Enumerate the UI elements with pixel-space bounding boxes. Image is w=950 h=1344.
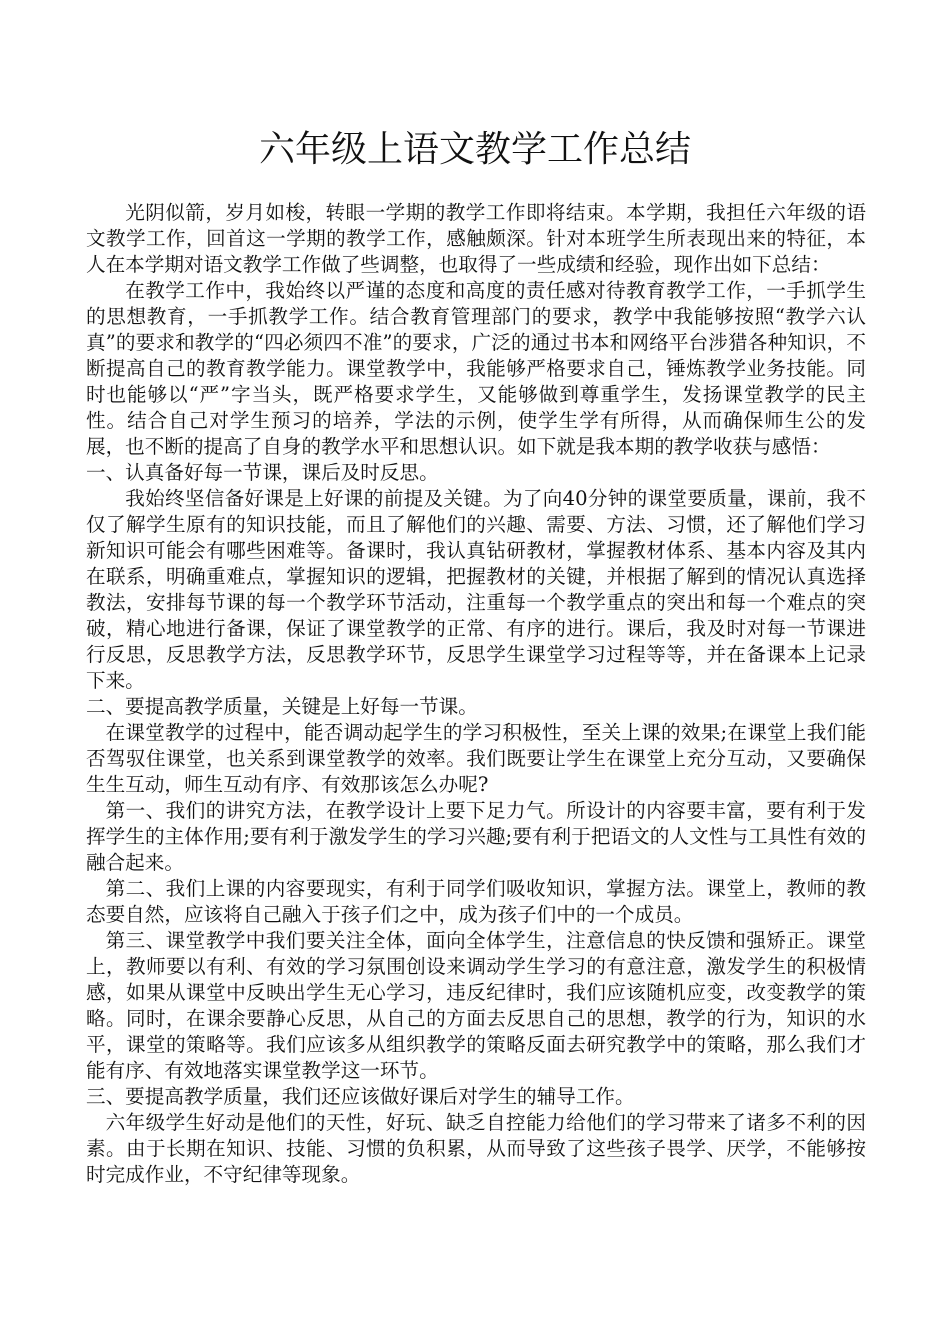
paragraph-point-1: 第一、我们的讲究方法，在教学设计上要下足力气。所设计的内容要丰富，要有利于发挥学生的主体作用;要有利于激发学生的学习兴趣;要有利于把语文的人文性与工具性有效的融合起来。 xyxy=(86,799,866,874)
paragraph-point-3: 第三、课堂教学中我们要关注全体，面向全体学生，注意信息的快反馈和强矫正。课堂上，教师要以有利、有效的学习氛围创设来调动学生学习的有意注意，激发学生的积极情感，如果从课堂中反映出学生无心学习，违反纪律时，我们应该随机应变，改变教学的策略。同时，在课余要静心反思，从自己的方面去反思自己的思想，教学的行为，知识的水平，课堂的策略等。我们应该多从组织教学的策略反面去研究教学中的策略，那么我们才能有序、有效地落实课堂教学这一环节。 xyxy=(86,929,866,1082)
paragraph-section-2: 在课堂教学的过程中，能否调动起学生的学习积极性，至关上课的效果;在课堂上我们能否驾驭住课堂，也关系到课堂教学的效率。我们既要让学生在课堂上充分互动，又要确保生生互动，师生互动有序、有效那该怎么办呢? xyxy=(86,721,866,796)
paragraph-intro: 光阴似箭，岁月如梭，转眼一学期的教学工作即将结束。本学期，我担任六年级的语文教学工作，回首这一学期的教学工作，感触颇深。针对本班学生所表现出来的特征，本人在本学期对语文教学工作做了些调整，也取得了一些成绩和经验，现作出如下总结： xyxy=(86,201,866,276)
document-body xyxy=(86,200,866,1188)
paragraph-section-1: 我始终坚信备好课是上好课的前提及关键。为了向40分钟的课堂要质量，课前，我不仅了解学生原有的知识技能，而且了解他们的兴趣、需要、方法、习惯，还了解他们学习新知识可能会有哪些困难等。备课时，我认真钻研教材，掌握教材体系、基本内容及其内在联系，明确重难点，掌握知识的逻辑，把握教材的关键，并根据了解到的情况认真选择教法，安排每节课的每一个教学环节活动，注重每一个教学重点的突出和每一个难点的突破，精心地进行备课，保证了课堂教学的正常、有序的进行。课后，我及时对每一节课进行反思，反思教学方法，反思教学环节，反思学生课堂学习过程等等，并在备课本上记录下来。 xyxy=(86,487,866,692)
document-title: 六年级上语文教学工作总结 xyxy=(258,129,691,170)
paragraph-section-3: 六年级学生好动是他们的天性，好玩、缺乏自控能力给他们的学习带来了诸多不利的因素。由于长期在知识、技能、习惯的负积累，从而导致了这些孩子畏学、厌学，不能够按时完成作业，不守纪律等现象。 xyxy=(86,1111,866,1186)
paragraph-point-2: 第二、我们上课的内容要现实，有利于同学们吸收知识，掌握方法。课堂上，教师的教态要自然，应该将自己融入于孩子们之中，成为孩子们中的一个成员。 xyxy=(86,877,866,926)
section-heading-3: 三、要提高教学质量，我们还应该做好课后对学生的辅导工作。 xyxy=(86,1085,635,1108)
section-heading-1: 一、认真备好每一节课，课后及时反思。 xyxy=(86,461,439,484)
section-heading-2: 二、要提高教学质量，关键是上好每一节课。 xyxy=(86,695,478,718)
paragraph-overview: 在教学工作中，我始终以严谨的态度和高度的责任感对待教育教学工作，一手抓学生的思想教育，一手抓教学工作。结合教育管理部门的要求，教学中我能够按照“教学六认真”的要求和教学的“四必须四不准”的要求，广泛的通过书本和网络平台涉猎各种知识，不断提高自己的教育教学能力。课堂教学中，我能够严格要求自己，锤炼教学业务技能。同时也能够以“严”字当头，既严格要求学生，又能够做到尊重学生，发扬课堂教学的民主性。结合自己对学生预习的培养，学法的示例，使学生学有所得，从而确保师生公的发展，也不断的提高了自身的教学水平和思想认识。如下就是我本期的教学收获与感悟： xyxy=(86,279,866,458)
